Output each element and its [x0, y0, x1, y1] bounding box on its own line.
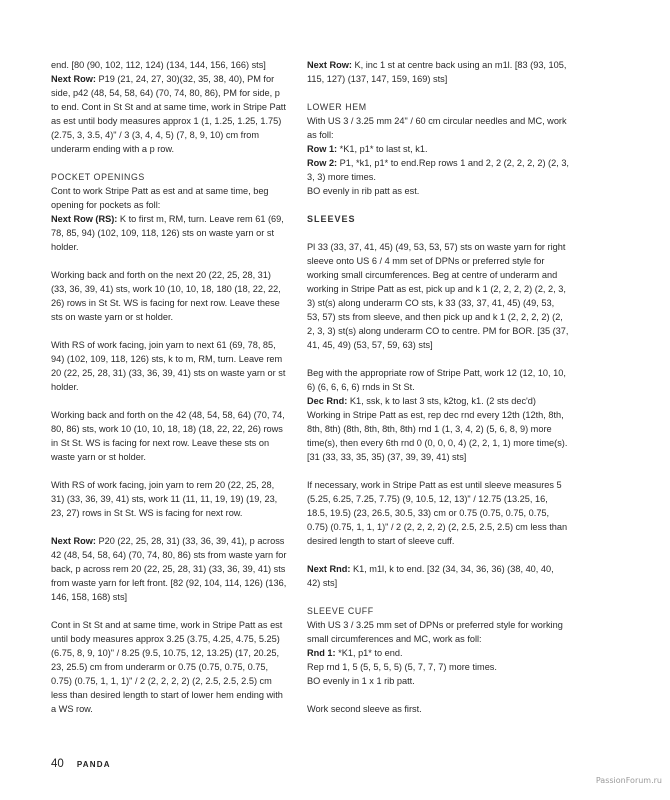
- instruction-label: Rnd 1:: [307, 648, 336, 658]
- paragraph-text: P19 (21, 24, 27, 30)(32, 35, 38, 40), PM for side, p42 (48, 54, 58, 64) (70, 74, 80, 86), PM for side, p to end. Cont in St St and at same time, work in Stripe Patt as est until body measures approx 1 (1, 1.25, 1.25, 1.75) (2.75, 3, 3.5, 4)" / 3 (3, 4, 4, 5) (7, 8, 9, 10) cm from underarm ending with a p row.: [51, 74, 286, 154]
- paragraph-text: P20 (22, 25, 28, 31) (33, 36, 39, 41), p across 42 (48, 54, 58, 64) (70, 74, 80, 86) sts from waste yarn for back, p across rem 20 (22, 25, 28, 31) (33, 36, 39, 41) sts from waste yarn for left front. [82 (92, 104, 114, 126) (136, 146, 158, 168) sts]: [51, 536, 287, 602]
- body-paragraph: Pl 33 (33, 37, 41, 45) (49, 53, 53, 57) sts on waste yarn for right sleeve onto US 6 / 4 mm set of DPNs or preferred style for working small circumferences. Beg at centre of underarm and working in Stripe Patt as est, pick up and k 1 (2, 2, 2, 2) (2, 2, 3, 3) st(s) along underarm CO sts, k 33 (33, 37, 41, 45) (49, 53, 53, 57) sts from sleeve, and then pick up and k 1 (2, 2, 2, 2) (2, 2, 3, 3) st(s) along underarm CO to centre. PM for BOR. [35 (37, 41, 45, 49) (53, 57, 59, 63) sts]: [307, 242, 569, 350]
- paragraph-text: P1, *k1, p1* to end.Rep rows 1 and 2, 2 (2, 2, 2, 2) (2, 3, 3, 3) more times.: [307, 158, 569, 182]
- left-column: [51, 58, 288, 730]
- body-paragraph: If necessary, work in Stripe Patt as est until sleeve measures 5 (5.25, 6.25, 7.25, 7.75) (9, 10.5, 12, 13)" / 12.75 (13.25, 16, 18.5, 19.5) (23, 26.5, 30.5, 33) cm or 0.75 (0.75, 0.75, 0.75, 0.75) (0.75, 1, 1, 1)" / 2 (2, 2, 2, 2) (2, 2.5, 2.5, 2.5) cm less than desired length to start of sleeve cuff.: [307, 480, 568, 546]
- body-paragraph: Work second sleeve as first.: [307, 704, 422, 714]
- page-footer: [51, 758, 111, 770]
- body-paragraph: [51, 58, 288, 156]
- body-paragraph: [51, 534, 288, 604]
- body-paragraph: [307, 618, 569, 688]
- paragraph-text: BO evenly in rib patt as est.: [307, 186, 420, 196]
- paragraph-text: With US 3 / 3.25 mm set of DPNs or preferred style for working small circumferences and MC, work as foll:: [307, 620, 563, 644]
- paragraph-text: With US 3 / 3.25 mm 24" / 60 cm circular needles and MC, work as foll:: [307, 116, 567, 140]
- instruction-label: Next Row:: [51, 74, 96, 84]
- lower-hem-heading: LOWER HEM: [307, 102, 367, 112]
- body-paragraph: Cont in St St and at same time, work in Stripe Patt as est until body measures approx 3.25 (3.75, 4.25, 4.75, 5.25) (6.75, 8, 9, 10)" / 8.25 (9.5, 10.75, 12, 13.25) (17, 20.25, 23, 25.5) cm from underarm or 0.75 (0.75, 0.75, 0.75, 0.75) (0.75, 1, 1, 1)" / 2 (2, 2, 2, 2) (2, 2.5, 2.5, 2.5) cm less than desired length to start of lower hem ending with a WS row.: [51, 620, 283, 714]
- paragraph-text: *K1, p1* to end.: [335, 648, 403, 658]
- body-paragraph: [307, 58, 569, 86]
- paragraph-text: Cont to work Stripe Patt as est and at same time, beg opening for pockets as foll:: [51, 186, 269, 210]
- paragraph-text: K1, m1l, k to end. [32 (34, 34, 36, 36) (38, 40, 40, 42) sts]: [307, 564, 554, 588]
- instruction-label: Next Row (RS):: [51, 214, 118, 224]
- paragraph-text: K to first m, RM, turn. Leave rem 61 (69, 78, 85, 94) (102, 109, 118, 126) sts on waste yarn or st holder.: [51, 214, 284, 252]
- paragraph-text: Beg with the appropriate row of Stripe Patt, work 12 (12, 10, 10, 6) (6, 6, 6, 6) rnds in St St.: [307, 368, 566, 392]
- paragraph-text: Rep rnd 1, 5 (5, 5, 5, 5) (5, 7, 7, 7) more times.: [307, 662, 497, 672]
- body-paragraph: [51, 184, 288, 254]
- instruction-label: Row 1:: [307, 144, 338, 154]
- instruction-label: Next Row:: [307, 60, 352, 70]
- sleeves-heading: SLEEVES: [307, 214, 356, 224]
- paragraph-text: *K1, p1* to last st, k1.: [337, 144, 428, 154]
- body-paragraph: [307, 562, 569, 590]
- page-number: 40: [51, 758, 64, 770]
- paragraph-text: BO evenly in 1 x 1 rib patt.: [307, 676, 415, 686]
- body-paragraph: [307, 366, 569, 464]
- instruction-label: Row 2:: [307, 158, 338, 168]
- body-paragraph: With RS of work facing, join yarn to rem 20 (22, 25, 28, 31) (33, 36, 39, 41) sts, work 11 (11, 11, 19, 19) (19, 23, 23, 27) rows in St St. WS is facing for next row.: [51, 480, 278, 518]
- paragraph-text: K, inc 1 st at centre back using an m1l. [83 (93, 105, 115, 127) (137, 147, 159, 169) sts]: [307, 60, 567, 84]
- magazine-name: PANDA: [76, 760, 111, 769]
- watermark: PassionForum.ru: [595, 776, 662, 785]
- body-paragraph: [307, 114, 569, 198]
- right-column: [307, 58, 569, 730]
- body-paragraph: Working back and forth on the next 20 (22, 25, 28, 31) (33, 36, 39, 41) sts, work 10 (10, 10, 18, 180 (18, 22, 22, 26) rows in St St. WS is facing for next row. Leave these sts on waste yarn or st holder.: [51, 270, 281, 322]
- pocket-openings-heading: POCKET OPENINGS: [51, 172, 145, 182]
- instruction-label: Next Rnd:: [307, 564, 351, 574]
- paragraph-text: K1, ssk, k to last 3 sts, k2tog, k1. (2 sts dec'd) Working in Stripe Patt as est, rep dec rnd every 12th (12th, 8th, 8th, 8th) (8th, 8th, 8th, 8th) rnd 1 (1, 3, 4, 2) (5, 6, 8, 9) more time(s), then every 6th rnd 0 (0, 0, 0, 4) (2, 2, 1, 1) more time(s). [31 (33, 33, 35, 35) (37, 39, 39, 41) sts]: [307, 396, 568, 462]
- instruction-label: Dec Rnd:: [307, 396, 348, 406]
- paragraph-text: end. [80 (90, 102, 112, 124) (134, 144, 156, 166) sts]: [51, 60, 266, 70]
- instruction-label: Next Row:: [51, 536, 96, 546]
- body-paragraph: With RS of work facing, join yarn to next 61 (69, 78, 85, 94) (102, 109, 118, 126) sts, k to m, RM, turn. Leave rem 20 (22, 25, 28, 31) (33, 36, 39, 41) sts on waste yarn or st holder.: [51, 340, 286, 392]
- sleeve-cuff-heading: SLEEVE CUFF: [307, 606, 374, 616]
- body-paragraph: Working back and forth on the 42 (48, 54, 58, 64) (70, 74, 80, 86) sts, work 10 (10, 10, 18, 18) (18, 22, 22, 26) rows in St St. WS is facing for next row. Leave these sts on waste yarn or st holder.: [51, 410, 285, 462]
